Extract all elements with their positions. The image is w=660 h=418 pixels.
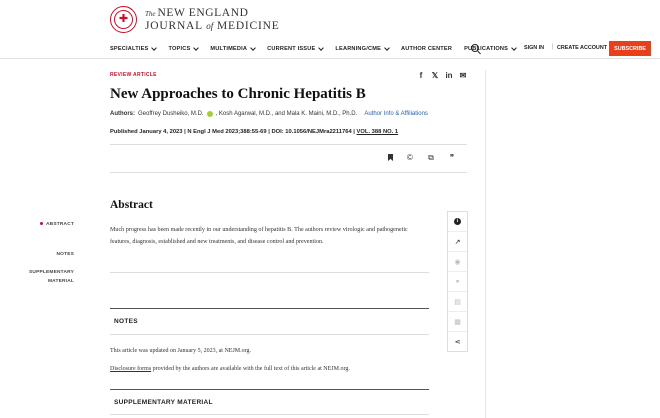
divider (110, 334, 429, 335)
column-divider (485, 70, 486, 418)
info-button[interactable] (448, 212, 467, 232)
cite-icon[interactable]: ❞ (449, 153, 455, 162)
nejm-logo[interactable] (110, 6, 280, 33)
logo-new-england: NEW ENGLAND (157, 7, 249, 19)
pdf-icon[interactable]: ▤ (448, 292, 467, 312)
header-divider (0, 58, 660, 59)
divider (110, 389, 429, 390)
permissions-icon[interactable]: © (407, 153, 413, 162)
facebook-icon[interactable]: f (419, 71, 423, 80)
x-icon[interactable]: 𝕏 (431, 71, 439, 80)
divider (110, 308, 429, 309)
orcid-icon[interactable] (207, 111, 213, 117)
link-icon[interactable]: ⚭ (448, 272, 467, 292)
logo-the: The (145, 10, 156, 18)
nav-specialties[interactable]: SPECIALTIES (110, 46, 156, 52)
nav-multimedia[interactable]: MULTIMEDIA (210, 46, 255, 52)
logo-journal: JOURNAL (145, 20, 203, 32)
chevron-down-icon (384, 45, 390, 51)
author-info-link[interactable]: Author Info & Affiliations (364, 111, 428, 117)
toc-abstract[interactable]: ABSTRACT (40, 221, 74, 230)
notes-update: This article was updated on January 5, 2023, at NEJM.org. (110, 348, 252, 354)
divider (110, 172, 467, 173)
share-bar (417, 71, 473, 80)
chevron-down-icon (152, 45, 158, 51)
nav-learning-cme[interactable]: LEARNING/CME (335, 46, 389, 52)
abstract-heading: Abstract (110, 199, 153, 211)
divider (110, 144, 467, 145)
metrics-icon[interactable]: ↗ (448, 232, 467, 252)
info-icon: i (454, 218, 461, 225)
view-icon[interactable]: ◉ (448, 252, 467, 272)
toc-notes[interactable]: NOTES (56, 252, 74, 257)
search-icon[interactable] (471, 44, 479, 52)
supplementary-heading: SUPPLEMENTARY MATERIAL (114, 399, 213, 406)
nav-topics[interactable]: TOPICS (168, 46, 198, 52)
nav-separator: | (552, 44, 554, 50)
chevron-down-icon (511, 45, 517, 51)
article-tools (388, 153, 469, 163)
bookmark-icon[interactable] (388, 154, 393, 161)
publication-info (110, 129, 398, 135)
nejm-seal-icon (110, 6, 137, 33)
divider (110, 414, 429, 415)
side-toolbar (447, 211, 468, 352)
volume-link[interactable]: VOL. 388 NO. 1 (356, 129, 399, 135)
linkedin-icon[interactable]: in (445, 71, 453, 80)
divider (110, 272, 429, 273)
share-icon[interactable]: ⋖ (454, 339, 461, 346)
sign-in-link[interactable]: SIGN IN (524, 45, 545, 51)
chevron-down-icon (319, 45, 325, 51)
main-nav (110, 42, 528, 56)
table-icon[interactable]: ▦ (448, 312, 467, 332)
pdf-icon[interactable]: ⧉ (428, 153, 434, 162)
chevron-down-icon (250, 45, 256, 51)
article-type: REVIEW ARTICLE (110, 72, 157, 78)
subscribe-button[interactable]: SUBSCRIBE (609, 41, 651, 56)
publication-details: Published January 4, 2023 | N Engl J Med 2023;388:55-69 | DOI: 10.1056/NEJMra2211764 | (110, 129, 357, 135)
toc-supplementary[interactable]: SUPPLEMENTARY MATERIAL (29, 270, 74, 284)
nav-author-center[interactable]: AUTHOR CENTER (401, 46, 453, 52)
nav-publications[interactable]: PUBLICATIONS (464, 46, 516, 52)
authors-label: Authors: (110, 111, 135, 117)
notes-disclosure: Disclosure forms provided by the authors are available with the full text of this article at NEJM.org. (110, 366, 350, 372)
article-title: New Approaches to Chronic Hepatitis B (110, 86, 366, 102)
nav-current-issue[interactable]: CURRENT ISSUE (267, 46, 323, 52)
logo-medicine: MEDICINE (216, 20, 280, 32)
logo-of: of (206, 21, 214, 31)
disclosure-forms-link[interactable]: Disclosure forms (110, 366, 152, 372)
abstract-text: Much progress has been made recently in our understanding of hepatitis B. The authors review virologic and pathogenetic features, diagnosis, established and new treatments, and disease control and prevention. (110, 227, 408, 245)
email-icon[interactable]: ✉ (459, 71, 467, 80)
author-list-rest: , Kosh Agarwal, M.D., and Mala K. Maini, M.D., Ph.D. (215, 111, 358, 117)
create-account-link[interactable]: CREATE ACCOUNT (557, 45, 608, 51)
active-dot-icon (40, 222, 43, 225)
chevron-down-icon (194, 45, 200, 51)
author-list (110, 111, 428, 117)
author-link[interactable]: Geoffrey Dusheiko, M.D. (138, 111, 204, 117)
notes-heading: NOTES (114, 318, 138, 325)
